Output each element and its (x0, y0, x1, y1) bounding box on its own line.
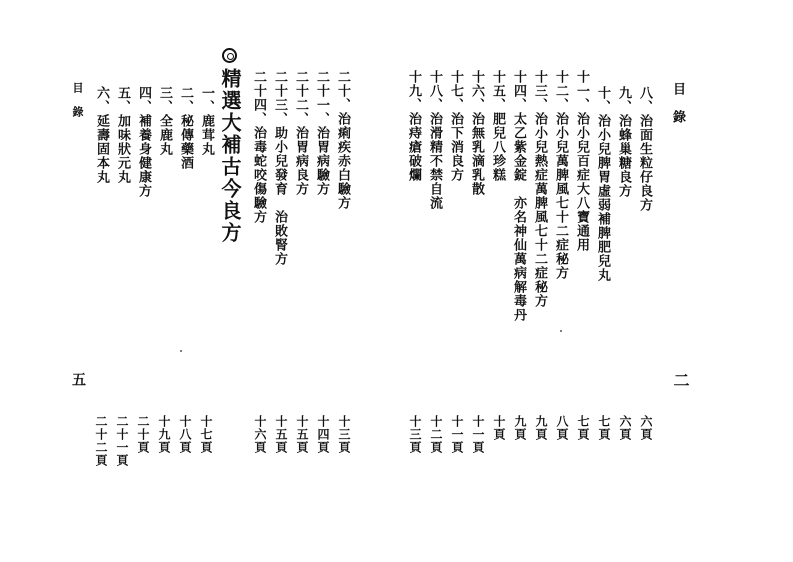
right-entry-10: 十七、治下消良方 (448, 70, 463, 182)
left-page-ref-3: 十五頁 (295, 415, 309, 454)
left-entry-4: 二十三、助小兒發育 治敗腎方 (272, 70, 287, 266)
right-page-ref-4: 七頁 (576, 415, 590, 441)
right-entry-6: 十三、治小兒熱症萬脾風七十二症秘方 (532, 70, 547, 308)
right-entry-4: 十一、治小兒百症大八寶通用 (574, 70, 589, 252)
right-page-ref-1: 六頁 (639, 415, 653, 441)
left-entry-6: 一、鹿茸丸 (199, 86, 214, 156)
right-entry-1: 八、治面生粒仔良方 (637, 86, 652, 212)
left-entry-11: 六、延壽固本丸 (94, 86, 109, 184)
right-entry-3: 十、治小兒脾胃虛弱補脾肥兒丸 (595, 86, 610, 282)
right-page-ref-12: 十三頁 (408, 415, 422, 454)
right-entry-5: 十二、治小兒萬脾風七十二症秘方 (553, 70, 568, 280)
right-page-ref-9: 十一頁 (471, 415, 485, 454)
right-entry-7: 十四、太乙紫金錠 亦名神仙萬病解毒丹 (511, 70, 526, 322)
right-page-ref-6: 九頁 (534, 415, 548, 441)
right-entry-12: 十九、治痔瘡破爛 (406, 70, 421, 182)
left-page-header: 目 錄 (71, 82, 84, 118)
left-page-ref-2: 十四頁 (316, 415, 330, 454)
right-page-ref-10: 十一頁 (450, 415, 464, 454)
scan-speck (560, 330, 562, 332)
right-page-ref-5: 八頁 (555, 415, 569, 441)
right-entry-11: 十八、治滑精不禁自流 (427, 70, 442, 210)
right-page-ref-11: 十二頁 (429, 415, 443, 454)
left-page-ref-1: 十三頁 (337, 415, 351, 454)
left-entry-5: 二十四、治毒蛇咬傷驗方 (251, 70, 266, 224)
left-page-ref-8: 十九頁 (157, 415, 171, 454)
right-entry-2: 九、治蜂巢糖良方 (616, 86, 631, 198)
left-page-number: 五 (70, 372, 86, 387)
section-title: 精選大補古今良方 (218, 68, 242, 244)
left-entry-9: 四、補養身健康方 (136, 86, 151, 198)
left-page-ref-10: 二十一頁 (115, 415, 129, 467)
left-entry-1: 二十、治痢疾赤白驗方 (335, 70, 350, 210)
right-entry-8: 十五、肥兒八珍糕 (490, 70, 505, 182)
left-entry-7: 二、秘傳藥酒 (178, 86, 193, 170)
left-page-ref-4: 十五頁 (274, 415, 288, 454)
left-entry-2: 二十一、治胃病驗方 (314, 70, 329, 196)
right-page-ref-8: 十頁 (492, 415, 506, 441)
right-page-ref-2: 六頁 (618, 415, 632, 441)
left-entry-3: 二十二、治胃病良方 (293, 70, 308, 196)
left-page-ref-9: 二十頁 (136, 415, 150, 454)
right-page-ref-3: 七頁 (597, 415, 611, 441)
right-page-number: 二 (671, 372, 690, 389)
scan-speck (180, 350, 182, 352)
left-entry-8: 三、全鹿丸 (157, 86, 172, 156)
bullseye-mark-icon (222, 48, 237, 63)
right-page-header: 目 錄 (670, 82, 685, 124)
left-entry-10: 五、加味狀元丸 (115, 86, 130, 184)
right-entry-9: 十六、治無乳滴乳散 (469, 70, 484, 196)
left-page-ref-6: 十七頁 (199, 415, 213, 454)
left-page-ref-7: 十八頁 (178, 415, 192, 454)
left-page-ref-11: 二十二頁 (94, 415, 108, 467)
left-page-ref-5: 十六頁 (253, 415, 267, 454)
right-page-ref-7: 九頁 (513, 415, 527, 441)
